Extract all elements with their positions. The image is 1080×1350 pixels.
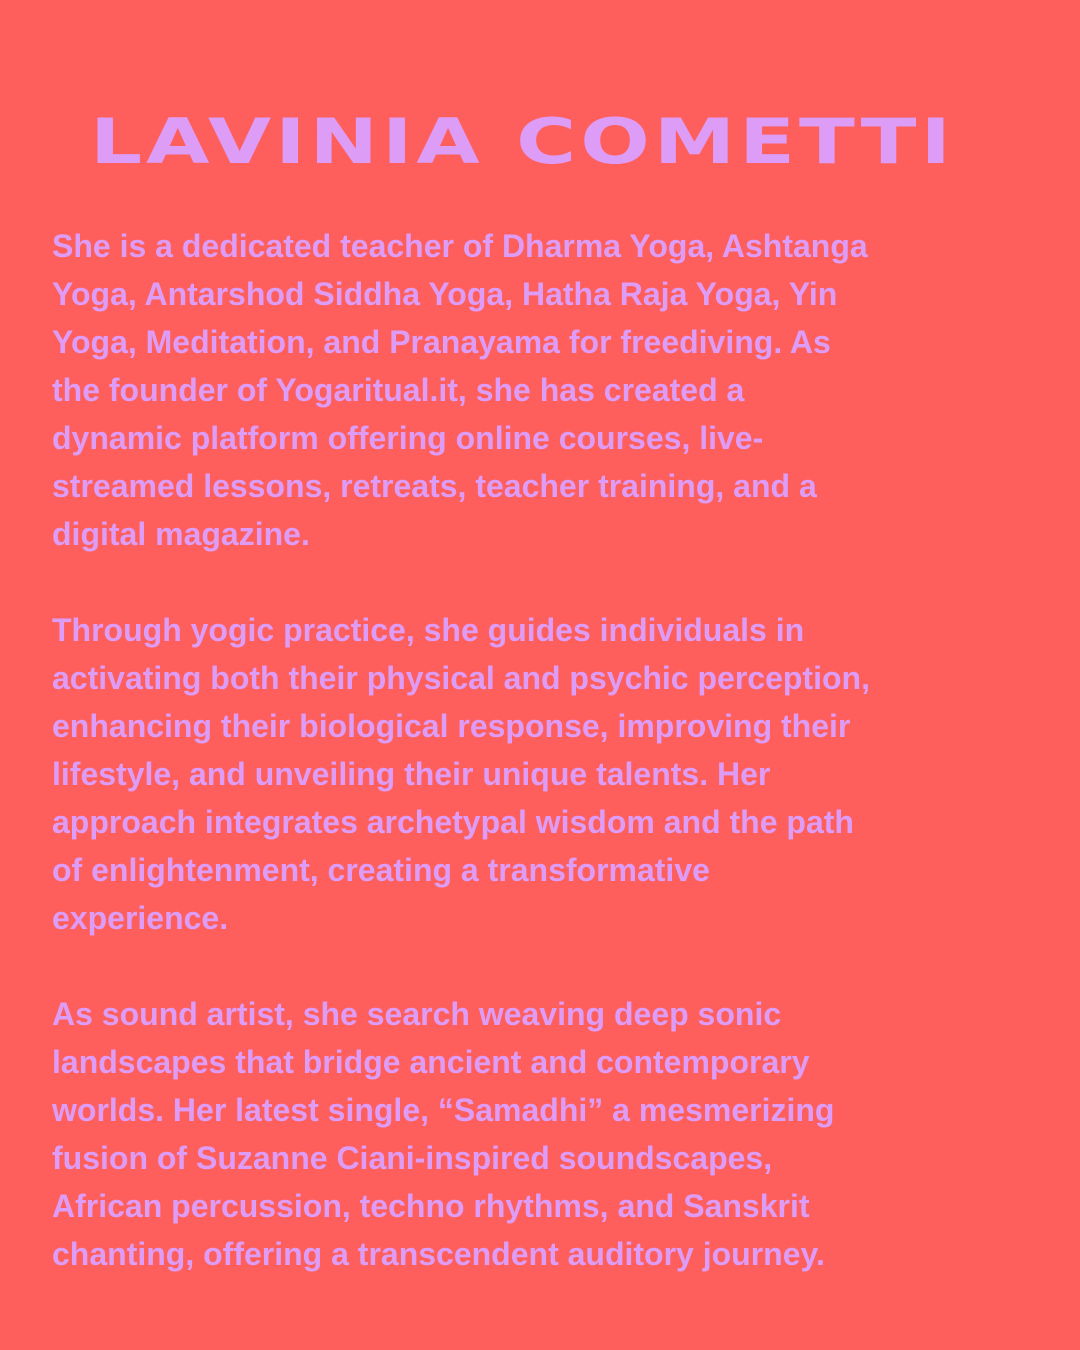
text-line: of enlightenment, creating a transformative [52,852,710,888]
text-line: experience. [52,900,229,936]
text-line: streamed lessons, retreats, teacher training, and a [52,468,817,504]
text-line: chanting, offering a transcendent auditory journey. [52,1236,825,1272]
text-line: activating both their physical and psychic perception, [52,660,870,696]
paragraph-sound-artist [52,990,962,1278]
text-line: fusion of Suzanne Ciani-inspired soundscapes, [52,1140,773,1176]
text-line: African percussion, techno rhythms, and Sanskrit [52,1188,810,1224]
text-line: Yoga, Meditation, and Pranayama for freediving. As [52,324,831,360]
text-line: She is a dedicated teacher of Dharma Yoga, Ashtanga [52,228,868,264]
bio-text [52,222,962,1326]
text-line: lifestyle, and unveiling their unique talents. Her [52,756,771,792]
paragraph-teaching [52,222,962,558]
page-title: LAVINIA COMETTI [90,105,955,178]
paragraph-practice [52,606,962,942]
text-line: digital magazine. [52,516,310,552]
text-line: worlds. Her latest single, “Samadhi” a mesmerizing [52,1092,835,1128]
text-line: landscapes that bridge ancient and contemporary [52,1044,810,1080]
text-line: As sound artist, she search weaving deep sonic [52,996,782,1032]
text-line: dynamic platform offering online courses, live- [52,420,764,456]
text-line: the founder of Yogaritual.it, she has created a [52,372,745,408]
text-line: enhancing their biological response, improving their [52,708,851,744]
text-line: Yoga, Antarshod Siddha Yoga, Hatha Raja Yoga, Yin [52,276,838,312]
text-line: approach integrates archetypal wisdom and the path [52,804,854,840]
text-line: Through yogic practice, she guides individuals in [52,612,805,648]
